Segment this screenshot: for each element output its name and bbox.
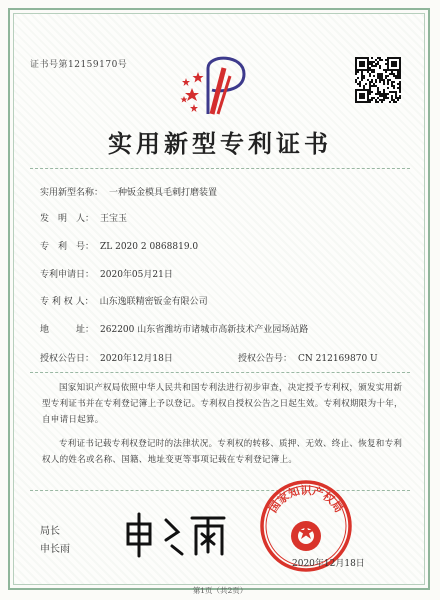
body-paragraph: 专利证书记载专利权登记时的法律状况。专利权的转移、质押、无效、终止、恢复和专利权人的姓名或名称、国籍、地址变更等事项记载在专利登记簿上。 (42, 439, 403, 465)
qr-code-icon (355, 57, 401, 103)
certificate-number: 证书号第12159170号 (30, 60, 128, 70)
field-utility-model-name (40, 185, 217, 198)
field-value: 2020年05月21日 (100, 270, 173, 280)
field-label: 专 利 权 人： (40, 297, 94, 307)
field-value: 262200 山东省潍坊市诸城市高新技术产业园场站路 (100, 325, 309, 335)
divider (30, 372, 410, 373)
field-label: 专利申请日： (40, 270, 95, 280)
field-label: 地 址： (40, 325, 95, 335)
field-value: 山东逸联精密钣金有限公司 (99, 297, 208, 307)
field-inventor (40, 211, 127, 224)
field-grant-date (40, 351, 173, 364)
field-label: 实用新型名称： (40, 188, 104, 198)
field-value: ZL 2020 2 0868819.0 (100, 242, 199, 252)
field-grant-number (238, 351, 378, 364)
field-value: CN 212169870 U (298, 354, 378, 364)
director-name: 申长雨 (40, 544, 70, 555)
field-value: 王宝玉 (100, 214, 128, 224)
field-value: 2020年12月18日 (100, 354, 173, 364)
field-label: 授权公告日： (40, 354, 95, 364)
field-label: 专 利 号： (40, 242, 95, 252)
svg-text:国家知识产权局 (266, 483, 346, 515)
field-label: 授权公告号： (238, 354, 293, 364)
field-value: 一种钣金模具毛刺打磨装置 (109, 188, 218, 198)
body-paragraph: 国家知识产权局依照中华人民共和国专利法进行初步审查，决定授予专利权，颁发实用新型专利证书并在专利登记簿上予以登记。专利权自授权公告之日起生效。专利权期限为十年，自申请日起算。 (42, 383, 403, 425)
seal-date: 2020年12月18日 (292, 559, 365, 569)
seal-text: 国家知识产权局 (266, 483, 346, 516)
signature-image (120, 510, 230, 560)
field-application-date (40, 267, 173, 280)
divider (30, 168, 410, 169)
director-title: 局长 (40, 526, 60, 537)
certificate-title: 实用新型专利证书 (108, 129, 332, 158)
field-label: 发 明 人： (40, 214, 95, 224)
field-address (40, 322, 308, 335)
cnipa-logo-icon (178, 48, 258, 120)
field-patentee (40, 294, 208, 307)
page-footer: 第1页（共2页） (192, 586, 248, 595)
field-patent-number (40, 239, 198, 252)
